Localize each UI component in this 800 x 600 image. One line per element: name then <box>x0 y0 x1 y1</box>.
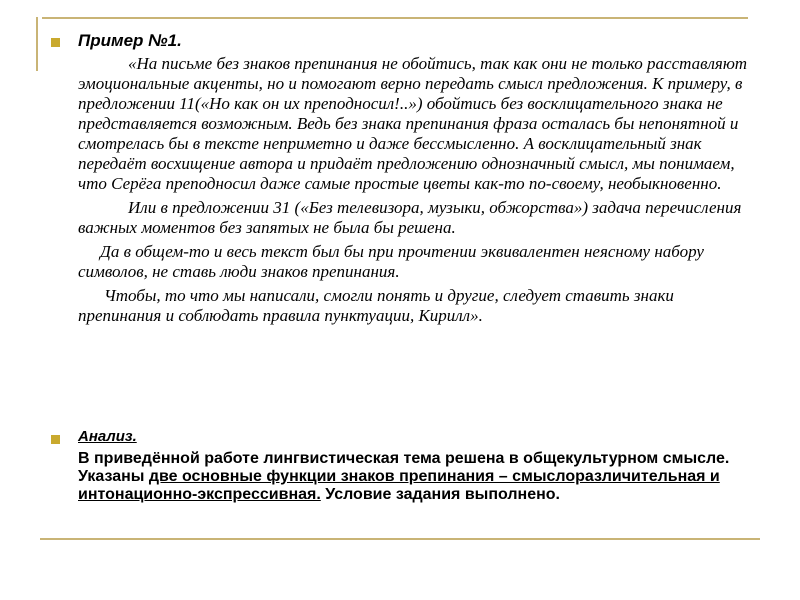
example-block <box>78 30 758 330</box>
analysis-text-before: В приведённой работе лингвистическая тема решена в общекультурном смысле. Указаны <box>78 450 730 485</box>
bullet-square-icon <box>51 435 60 444</box>
example-paragraph-2: Или в предложении 31 («Без телевизора, музыки, обжорства») задача перечисления важных моментов без запятых не была бы решена. <box>78 198 742 237</box>
analysis-text <box>78 450 758 504</box>
analysis-block <box>78 428 758 504</box>
frame-line-top <box>42 17 748 19</box>
frame-line-left <box>36 17 38 71</box>
analysis-text-after: Условие задания выполнено. <box>320 486 560 503</box>
bullet-square-icon <box>51 38 60 47</box>
analysis-heading: Анализ. <box>78 428 137 445</box>
analysis-text-underlined: две основные функции знаков препинания – смыслоразличительная и интонационно-экспрессивная. <box>78 468 720 503</box>
example-paragraph-1: «На письме без знаков препинания не обойтись, так как они не только расставляют эмоциональные акценты, но и помогают верно передать смысл предложения. К примеру, в предложении 11(«Но как он их преподносил!..») обойтись без восклицательного знака не представляется возможным. Ведь без знака препинания фраза осталась бы непонятной и смотрелась бы в тексте неприметно и даже бессмысленно. А восклицательный знак передаёт восхищение автора и придаёт предложению однозначный смысл, мы понимаем, что Серёга преподносил даже самые простые цветы как-то по-своему, необыкновенно. <box>78 54 748 193</box>
example-paragraph-3: Да в общем-то и весь текст был бы при прочтении эквивалентен неясному набору символов, не ставь люди знаков препинания. <box>78 242 704 281</box>
example-heading: Пример №1. <box>78 31 182 50</box>
frame-line-bottom <box>40 538 760 540</box>
example-paragraph-4: Чтобы, то что мы написали, смогли понять и другие, следует ставить знаки препинания и соблюдать правила пунктуации, Кирилл». <box>78 286 674 325</box>
